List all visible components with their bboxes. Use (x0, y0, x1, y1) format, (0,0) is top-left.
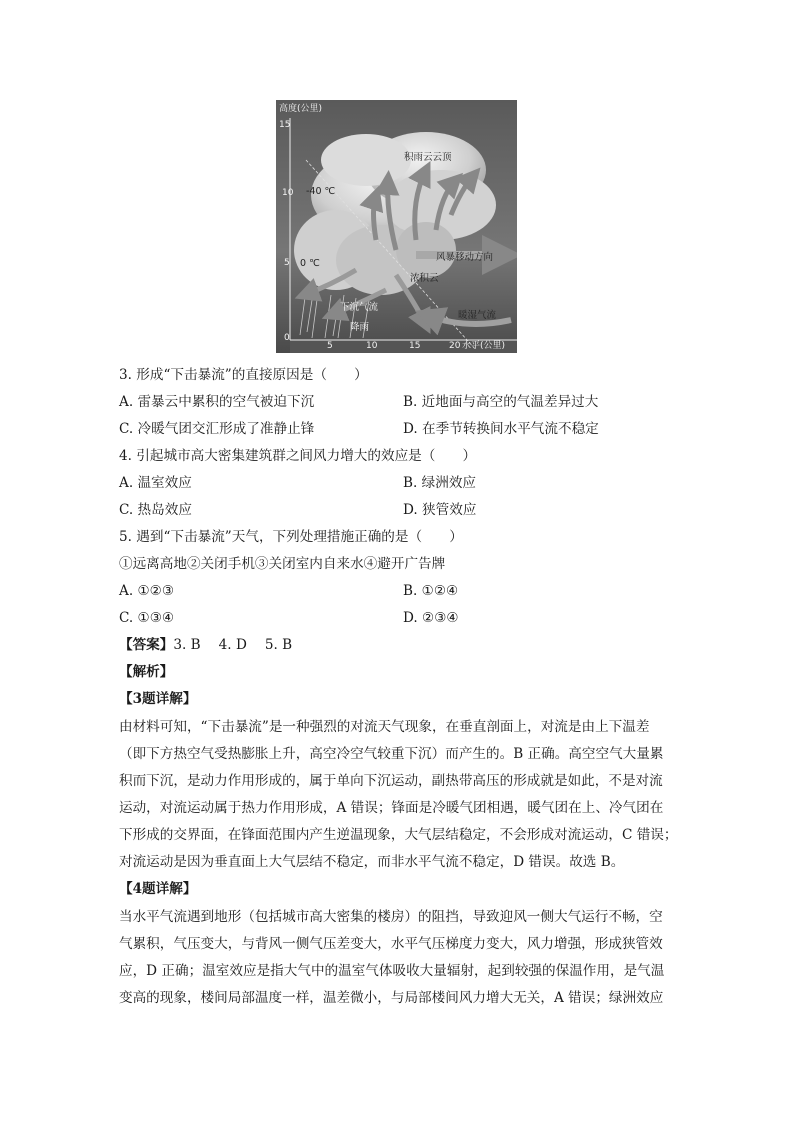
label-downdraft: 下沉气流 (340, 302, 379, 313)
answer-5: 5. B (264, 637, 293, 653)
detail4-label: 【4题详解】 (119, 881, 197, 897)
detail3-line: 对流运动是因为垂直面上大气层结不稳定，而非水平气流不稳定，D 错误。故选 B。 (119, 854, 625, 870)
label-storm-direction: 风暴移动方向 (436, 252, 494, 263)
q4-option-d: D. 狭管效应 (403, 502, 477, 518)
y-tick-0: 0 (284, 333, 290, 343)
y-tick-10: 10 (282, 188, 294, 198)
detail4-paragraph (119, 904, 680, 1012)
q5-stem: 5. 遇到“下击暴流”天气，下列处理措施正确的是（ ） (119, 529, 463, 545)
q3-option-d: D. 在季节转换间水平气流不稳定 (403, 421, 599, 437)
y-tick-5: 5 (284, 258, 290, 268)
label-cb-top: 积雨云云顶 (404, 152, 452, 163)
label-temp-minus40: -40 ℃ (306, 186, 336, 197)
label-cumulus: 浓积云 (410, 273, 439, 284)
q3-option-c: C. 冷暖气团交汇形成了准静止锋 (119, 421, 315, 437)
q3-option-a: A. 雷暴云中累积的空气被迫下沉 (119, 394, 315, 410)
detail4-line: 应，D 正确；温室效应是指大气中的温室气体吸收大量辐射，起到较强的保温作用，是气温 (119, 963, 665, 979)
q5-option-c: C. ①③④ (119, 610, 175, 626)
answer-3: 3. B (173, 637, 201, 653)
q3-stem: 3. 形成“下击暴流”的直接原因是（ ） (119, 367, 368, 383)
label-warm-moist: 暖湿气流 (458, 310, 497, 321)
x-tick-5: 5 (327, 341, 333, 351)
q4-option-b: B. 绿洲效应 (403, 475, 477, 491)
q5-option-b: B. ①②④ (403, 583, 459, 599)
y-tick-15: 15 (279, 120, 291, 130)
x-tick-15: 15 (409, 341, 421, 351)
detail3-line: 运动，对流运动属于热力作用形成，A 错误；锋面是冷暖气团相遇，暖气团在上、冷气团在 (119, 800, 664, 816)
downburst-diagram (276, 100, 517, 353)
q4-option-a: A. 温室效应 (119, 475, 192, 491)
answer-4: 4. D (218, 637, 247, 653)
detail3-label: 【3题详解】 (119, 691, 197, 707)
label-rain: 降雨 (350, 322, 370, 333)
x-axis-title: 水平(公里) (462, 341, 506, 351)
detail4-line: 当水平气流遇到地形（包括城市高大密集的楼房）的阻挡，导致迎风一侧大气运行不畅，空 (119, 909, 663, 925)
x-tick-10: 10 (366, 341, 378, 351)
y-axis-title: 高度(公里) (279, 104, 323, 114)
detail4-line: 气累积，气压变大，与背风一侧气压差变大，水平气压梯度力变大，风力增强，形成狭管效 (119, 936, 663, 952)
q5-option-a: A. ①②③ (119, 583, 175, 599)
label-temp-0: 0 ℃ (300, 258, 320, 269)
answer-line (119, 635, 292, 655)
detail3-paragraph (119, 714, 680, 876)
detail3-line: （即下方热空气受热膨胀上升，高空冷空气较重下沉）而产生的。B 正确。高空空气大量累 (119, 746, 664, 762)
answer-label: 【答案】 (119, 637, 174, 653)
analysis-label: 【解析】 (119, 664, 174, 680)
detail3-line: 积而下沉，是动力作用形成的，属于单向下沉运动，副热带高压的形成就是如此，不是对流 (119, 773, 663, 789)
q5-options-line: ①远离高地②关闭手机③关闭室内自来水④避开广告牌 (119, 556, 446, 572)
x-tick-20: 20 (449, 341, 461, 351)
q4-option-c: C. 热岛效应 (119, 502, 192, 518)
q4-stem: 4. 引起城市高大密集建筑群之间风力增大的效应是（ ） (119, 448, 477, 464)
q3-option-b: B. 近地面与高空的气温差异过大 (403, 394, 599, 410)
detail4-line: 变高的现象，楼间局部温度一样，温差微小，与局部楼间风力增大无关，A 错误；绿洲效应 (119, 990, 664, 1006)
detail3-line: 由材料可知，“下击暴流”是一种强烈的对流天气现象，在垂直剖面上，对流是由上下温差 (119, 719, 650, 735)
detail3-line: 下形成的交界面，在锋面范围内产生逆温现象，大气层结稳定，不会形成对流运动，C 错误； (119, 827, 678, 843)
q5-option-d: D. ②③④ (403, 610, 459, 626)
